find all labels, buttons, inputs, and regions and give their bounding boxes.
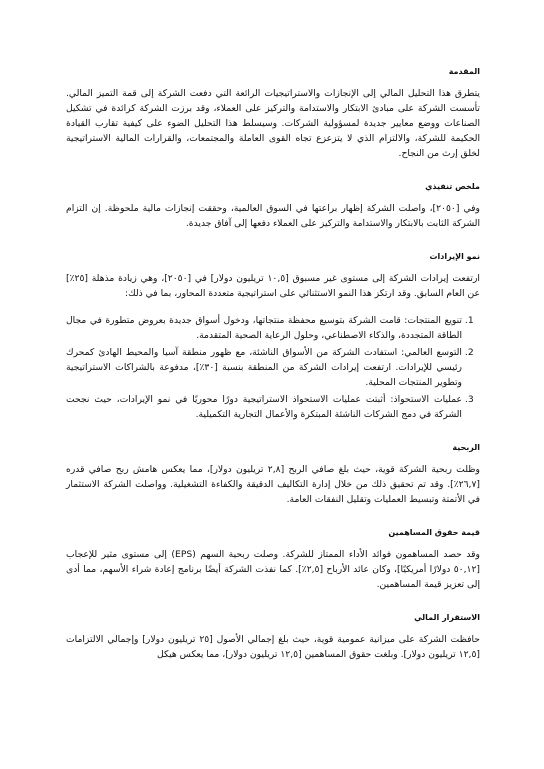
section-revenue-growth — [66, 251, 480, 422]
section-heading: قيمة حقوق المساهمين — [388, 528, 480, 537]
section-paragraph: وقد حصد المساهمون فوائد الأداء الممتاز للشركة. وصلت ربحية السهم (EPS) إلى مستوى مثير للإعجاب [٥٠,١٢ دولارًا أمريكيًا]، وكان عائد الأرباح [٢,٥٪]. كما نفذت الشركة أيضًا برنامج إعادة شراء الأسهم، مما أدى إلى تعزيز قيمة المساهمين. — [66, 549, 480, 590]
section-heading: ملخص تنفيذي — [425, 182, 480, 191]
section-paragraph: وفي [٢٠٥٠]، واصلت الشركة إظهار براعتها في السوق العالمية، وحققت إنجازات مالية ملحوظة. إن التزام الشركة الثابت بالابتكار والاستدامة والتركيز على العملاء دفعها إلى آفاق جديدة. — [66, 203, 480, 229]
section-paragraph: حافظت الشركة على ميزانية عمومية قوية، حيث بلغ إجمالي الأصول [٢٥ تريليون دولار] وإجمالي الالتزامات [١٢,٥ تريليون دولار]. وبلغت حقوق المساهمين [١٢,٥ تريليون دولار]، مما يعكس هيكل — [66, 634, 480, 660]
section-heading: نمو الإيرادات — [429, 252, 480, 261]
section-paragraph: ارتفعت إيرادات الشركة إلى مستوى غير مسبوق [١٠,٥ تريليون دولار] في [٢٠٥٠]، وهي زيادة مذهلة [٢٥٪] عن العام السابق. وقد ارتكز هذا النمو الاستثنائي على استراتيجية متعددة المحاور، بما في ذلك: — [66, 273, 480, 299]
list-item: 2. التوسع العالمي: استفادت الشركة من الأسواق الناشئة، مع ظهور منطقة آسيا والمحيط الهادئ كمحرك رئيسي للإيرادات. ارتفعت إيرادات الشركة من المنطقة بنسبة [٣٠٪]، مدفوعة بالشراكات الاستراتيجية وتطوير المنتجات المحلية. — [66, 345, 462, 390]
section-shareholder-value — [66, 527, 480, 592]
section-executive-summary — [66, 181, 480, 231]
section-heading: المقدمة — [448, 67, 480, 76]
section-paragraph: يتطرق هذا التحليل المالي إلى الإنجازات والاستراتيجيات الرائعة التي دفعت الشركة إلى قمة التميز المالي. تأسست الشركة على مبادئ الابتكار والاستدامة والتركيز على العملاء، وقد برزت الشركة كرائدة في تشكيل الصناعات ووضع معايير جديدة لمسؤولية الشركات. وسيسلط هذا التحليل الضوء على كيفية تقارب القيادة الحكيمة للشركة، والالتزام الذي لا يتزعزع تجاه القوى العاملة والمجتمعات، والقرارات المالية الاستراتيجية لخلق إرث من النجاح. — [66, 88, 480, 159]
section-introduction — [66, 66, 480, 161]
list-item: 3. عمليات الاستحواذ: أثبتت عمليات الاستحواذ الاستراتيجية دورًا محوريًا في نمو الإيرادات، حيث نجحت الشركة في دمج الشركات الناشئة المبتكرة والأعمال التجارية التكميلية. — [66, 392, 462, 422]
section-heading: الاستقرار المالي — [414, 613, 480, 622]
section-paragraph: وظلت ربحية الشركة قوية، حيث بلغ صافي الربح [٢,٨ تريليون دولار]، مما يعكس هامش ربح صافي قدره [٢٦,٧٪]. وقد تم تحقيق ذلك من خلال إدارة التكاليف الدقيقة والكفاءة التشغيلية. وواصلت الشركة الاستثمار في الأتمتة وتبسيط العمليات وتقليل النفقات العامة. — [66, 464, 480, 505]
list-item: 1. تنويع المنتجات: قامت الشركة بتوسيع محفظة منتجاتها، ودخول أسواق جديدة بعروض متطورة في مجال الطاقة المتجددة، والذكاء الاصطناعي، وحلول الرعاية الصحية المتقدمة. — [66, 313, 462, 343]
section-profitability — [66, 442, 480, 507]
revenue-strategy-list — [66, 313, 480, 422]
section-financial-stability — [66, 612, 480, 662]
section-heading: الربحية — [452, 443, 480, 452]
